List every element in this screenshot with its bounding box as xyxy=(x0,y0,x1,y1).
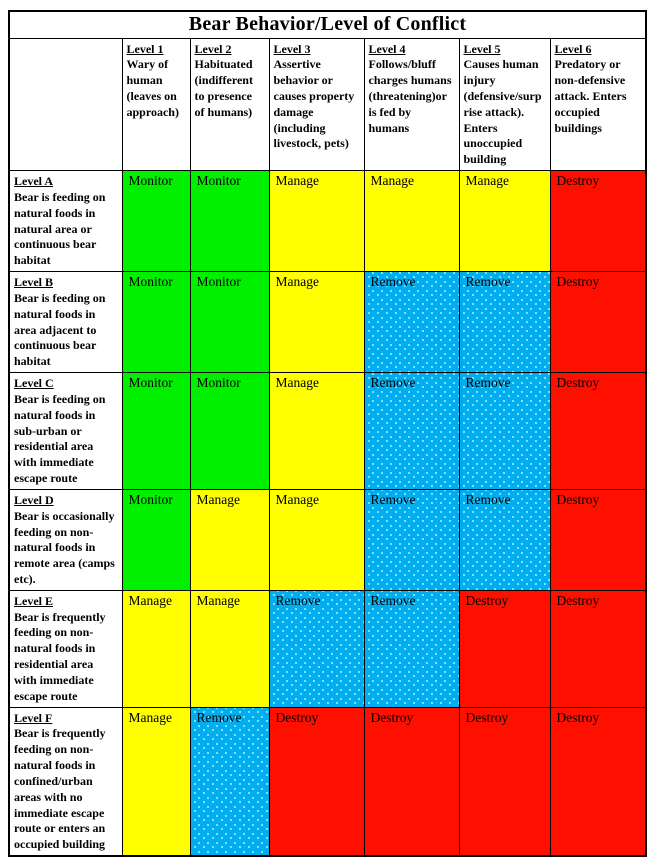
action-cell xyxy=(459,171,550,272)
action-label: Destroy xyxy=(556,491,600,507)
action-cell xyxy=(459,707,550,856)
action-label: Monitor xyxy=(128,491,173,507)
column-header-cell xyxy=(459,38,550,171)
action-label: Monitor xyxy=(128,173,173,189)
action-cell xyxy=(550,590,646,707)
action-cell xyxy=(190,489,269,590)
row-header-cell xyxy=(9,590,122,707)
action-label: Destroy xyxy=(465,709,509,725)
action-cell xyxy=(364,590,459,707)
column-header-cell xyxy=(550,38,646,171)
action-label: Remove xyxy=(275,592,321,608)
column-description: Follows/bluff charges humans (threatening)or is fed by humans xyxy=(368,57,452,135)
column-description: Habituated (indifferent to presence of humans) xyxy=(194,57,253,119)
table-row xyxy=(9,590,646,707)
row-description: Bear is occasionally feeding on non-natural foods in remote area (camps etc). xyxy=(14,508,115,586)
action-cell xyxy=(190,272,269,373)
action-cell xyxy=(122,590,190,707)
table-row xyxy=(9,373,646,490)
action-cell xyxy=(459,590,550,707)
action-label: Remove xyxy=(465,375,511,391)
column-description: Wary of human (leaves on approach) xyxy=(126,57,179,119)
row-description: Bear is feeding on natural foods in area adjacent to continuous bear habitat xyxy=(14,290,106,369)
action-cell xyxy=(269,707,364,856)
column-level-label: Level 4 xyxy=(368,41,406,56)
action-label: Remove xyxy=(370,274,416,290)
action-cell xyxy=(550,489,646,590)
action-label: Monitor xyxy=(196,274,241,290)
row-header-cell xyxy=(9,707,122,856)
action-label: Manage xyxy=(196,592,240,608)
row-description: Bear is frequently feeding on non-natural foods in confined/urban areas with no immediate escape route or enters an occupied building xyxy=(14,726,106,852)
action-label: Destroy xyxy=(556,709,600,725)
column-header-cell xyxy=(269,38,364,171)
action-cell xyxy=(122,373,190,490)
action-cell xyxy=(122,489,190,590)
action-label: Manage xyxy=(196,491,240,507)
action-label: Remove xyxy=(465,491,511,507)
row-level-label: Level E xyxy=(14,593,53,608)
action-label: Manage xyxy=(128,592,172,608)
row-level-label: Level A xyxy=(14,174,53,189)
action-label: Destroy xyxy=(465,592,509,608)
action-cell xyxy=(122,707,190,856)
action-label: Manage xyxy=(370,173,414,189)
action-cell xyxy=(190,707,269,856)
row-level-label: Level D xyxy=(14,492,54,507)
action-cell xyxy=(459,373,550,490)
action-label: Monitor xyxy=(128,375,173,391)
action-label: Remove xyxy=(465,274,511,290)
column-header-row xyxy=(9,38,646,171)
column-level-label: Level 1 xyxy=(126,41,164,56)
action-cell xyxy=(364,171,459,272)
row-header-cell xyxy=(9,171,122,272)
action-label: Remove xyxy=(370,491,416,507)
column-description: Causes human injury (defensive/surprise attack). Enters unoccupied building xyxy=(463,57,542,167)
action-cell xyxy=(550,171,646,272)
action-cell xyxy=(190,590,269,707)
action-cell xyxy=(364,272,459,373)
action-cell xyxy=(190,373,269,490)
action-label: Monitor xyxy=(128,274,173,290)
action-label: Remove xyxy=(196,709,242,725)
row-level-label: Level B xyxy=(14,275,53,290)
action-cell xyxy=(269,373,364,490)
action-cell xyxy=(459,272,550,373)
column-header-cell xyxy=(122,38,190,171)
column-level-label: Level 6 xyxy=(554,41,592,56)
action-cell xyxy=(122,272,190,373)
row-header-cell xyxy=(9,489,122,590)
row-description: Bear is feeding on natural foods in sub-urban or residential area with immediate escape route xyxy=(14,391,106,486)
action-label: Remove xyxy=(370,375,416,391)
row-header-cell xyxy=(9,373,122,490)
action-label: Destroy xyxy=(556,173,600,189)
action-cell xyxy=(122,171,190,272)
column-level-label: Level 3 xyxy=(273,41,311,56)
row-header-cell xyxy=(9,272,122,373)
table-row xyxy=(9,707,646,856)
action-label: Remove xyxy=(370,592,416,608)
action-cell xyxy=(269,489,364,590)
action-cell xyxy=(364,707,459,856)
action-cell xyxy=(459,489,550,590)
column-header-cell xyxy=(190,38,269,171)
table-row xyxy=(9,171,646,272)
action-cell xyxy=(550,272,646,373)
action-label: Destroy xyxy=(275,709,319,725)
table-title: Bear Behavior/Level of Conflict xyxy=(9,11,646,38)
action-label: Destroy xyxy=(556,592,600,608)
action-label: Manage xyxy=(128,709,172,725)
action-label: Destroy xyxy=(556,375,600,391)
action-label: Manage xyxy=(275,274,319,290)
action-cell xyxy=(190,171,269,272)
column-description: Predatory or non-defensive attack. Enters occupied buildings xyxy=(554,57,627,135)
corner-cell xyxy=(9,38,122,171)
row-level-label: Level F xyxy=(14,710,53,725)
action-label: Manage xyxy=(275,491,319,507)
action-label: Destroy xyxy=(370,709,414,725)
column-header-cell xyxy=(364,38,459,171)
row-description: Bear is feeding on natural foods in natural area or continuous bear habitat xyxy=(14,189,106,268)
action-cell xyxy=(364,373,459,490)
action-cell xyxy=(269,272,364,373)
column-description: Assertive behavior or causes property damage (including livestock, pets) xyxy=(273,57,355,151)
table-row xyxy=(9,489,646,590)
action-label: Monitor xyxy=(196,375,241,391)
action-label: Manage xyxy=(275,173,319,189)
row-level-label: Level C xyxy=(14,376,54,391)
action-cell xyxy=(550,373,646,490)
action-label: Manage xyxy=(465,173,509,189)
action-label: Manage xyxy=(275,375,319,391)
action-cell xyxy=(269,171,364,272)
column-level-label: Level 2 xyxy=(194,41,232,56)
action-label: Monitor xyxy=(196,173,241,189)
bear-conflict-matrix-table xyxy=(8,10,647,857)
table-row xyxy=(9,272,646,373)
action-cell xyxy=(550,707,646,856)
action-cell xyxy=(364,489,459,590)
row-description: Bear is frequently feeding on non-natural foods in residential area with immediate escape route xyxy=(14,609,106,703)
action-label: Destroy xyxy=(556,274,600,290)
column-level-label: Level 5 xyxy=(463,41,501,56)
title-row xyxy=(9,11,646,38)
action-cell xyxy=(269,590,364,707)
